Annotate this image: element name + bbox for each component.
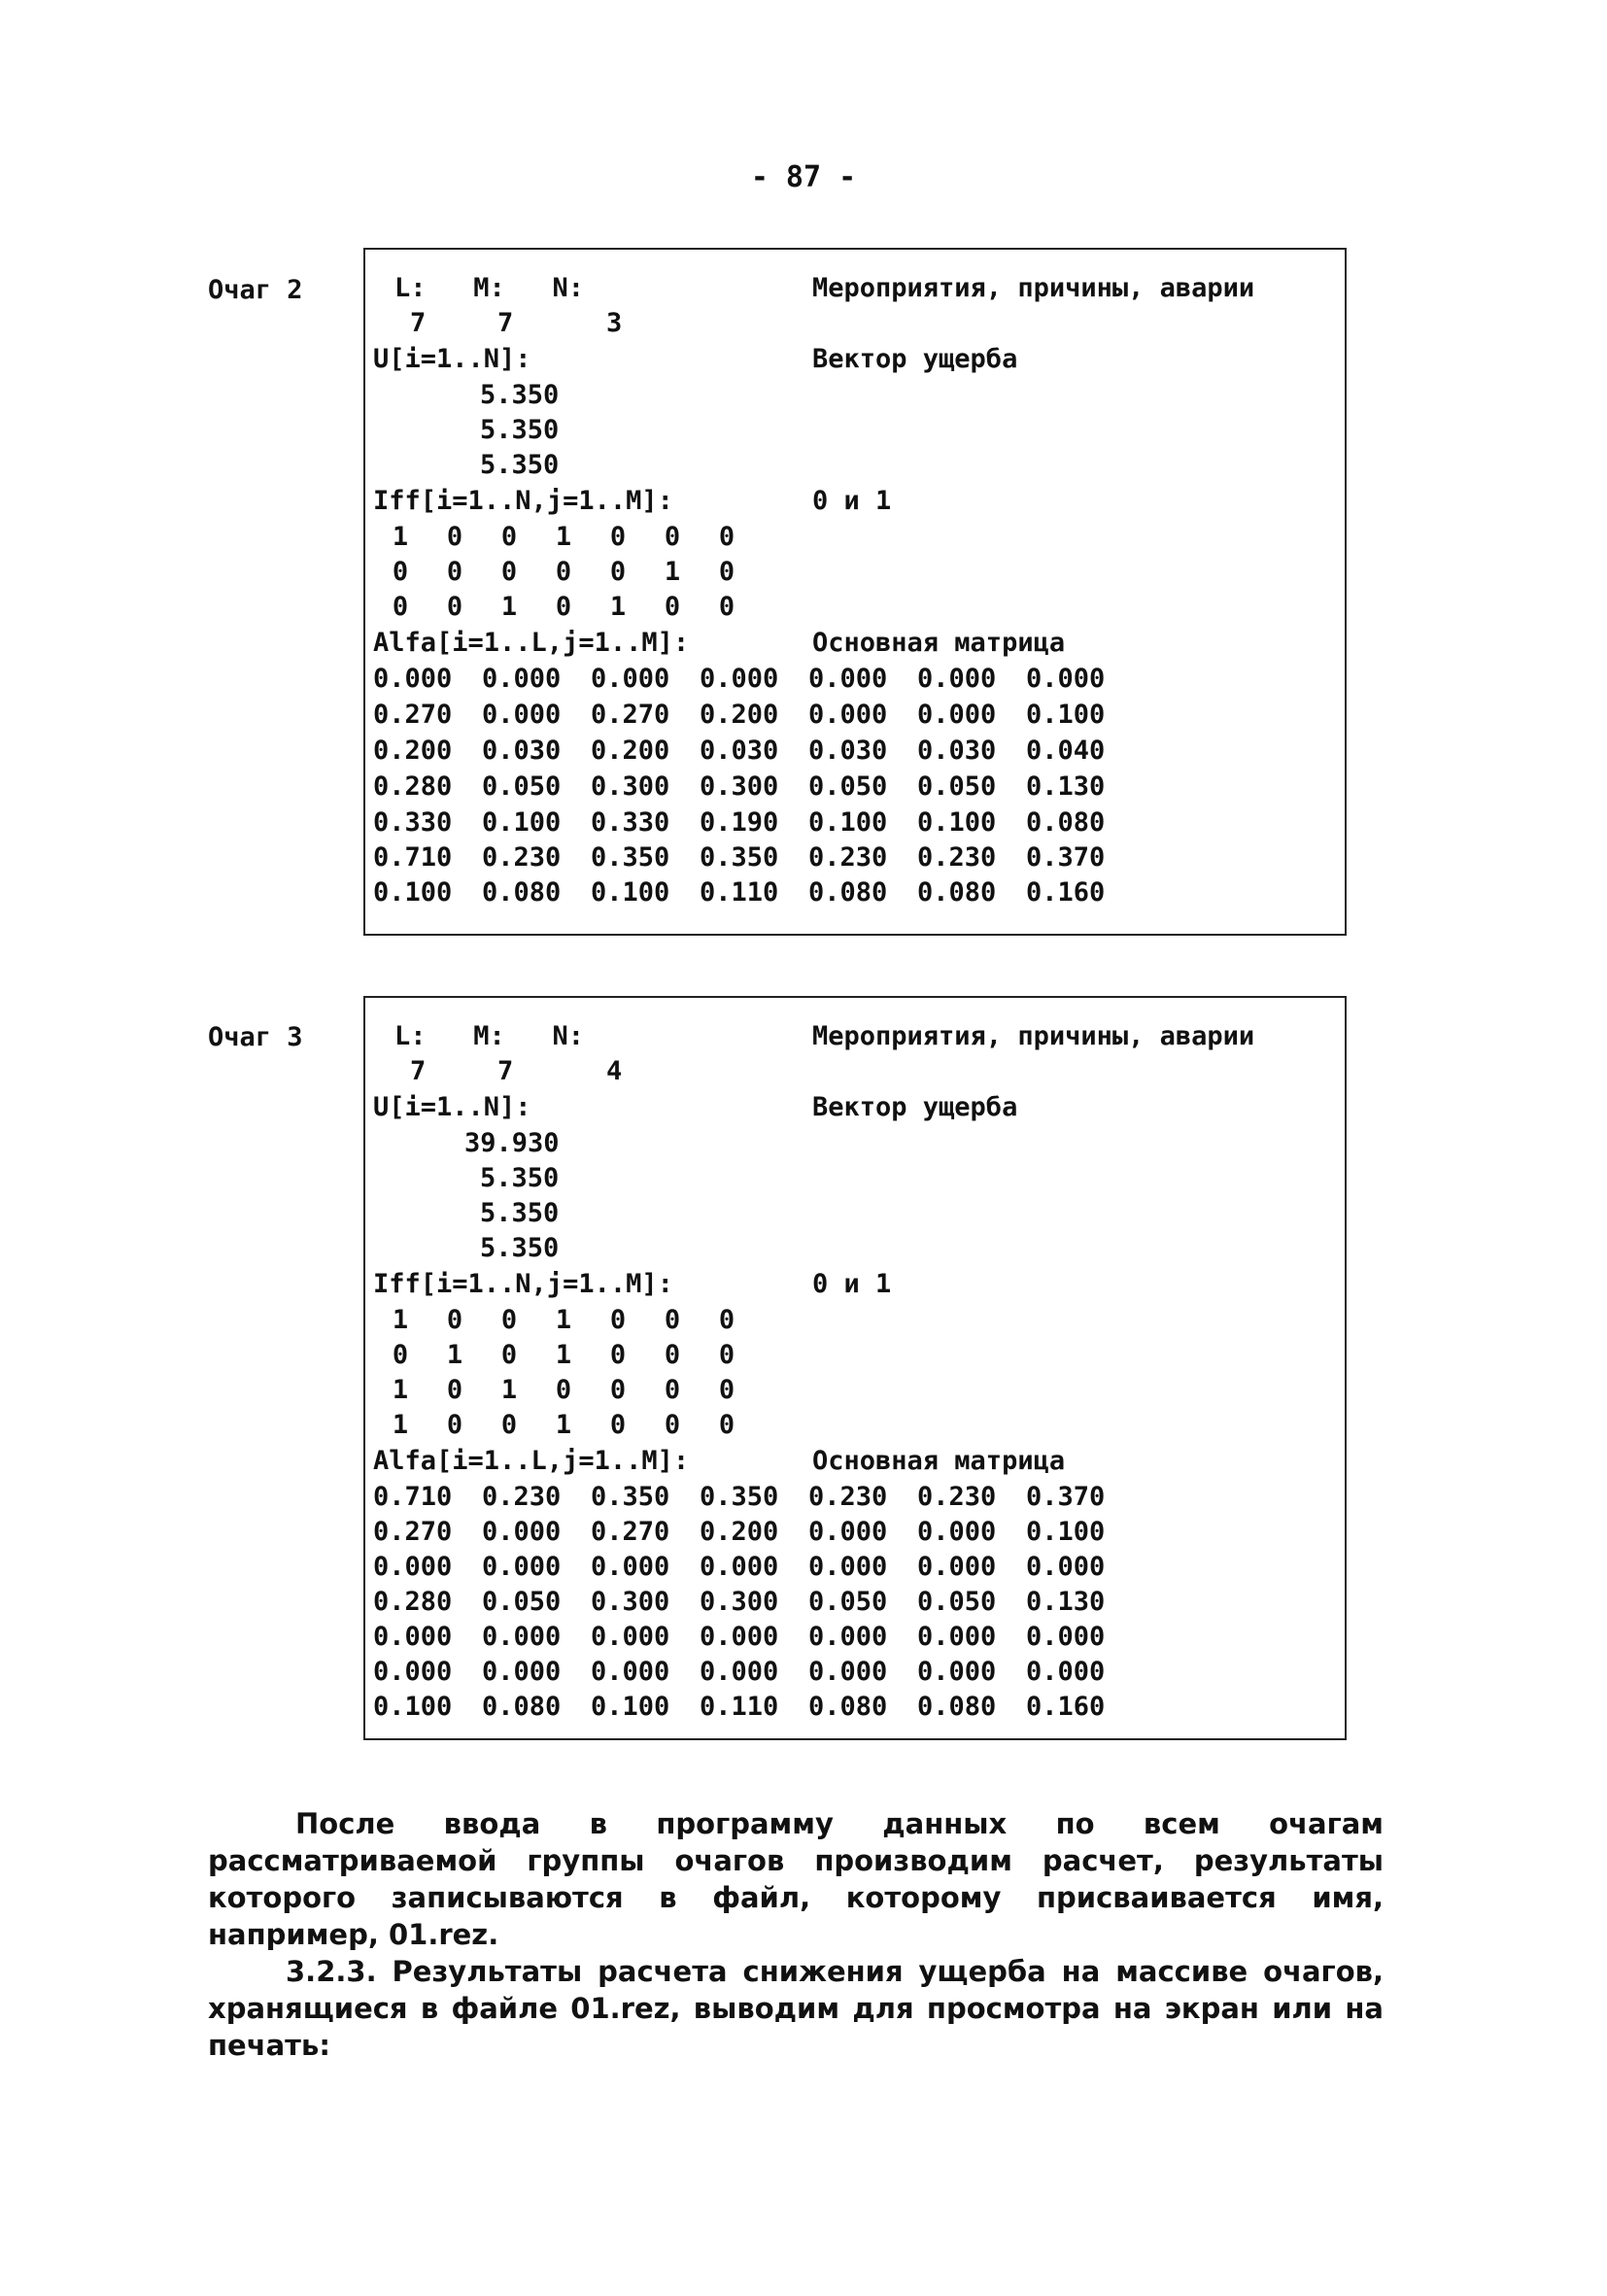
alfa-cell: 0.080	[917, 1692, 997, 1722]
alfa-cell: 0.050	[482, 1587, 562, 1617]
alfa-cell: 0.000	[482, 1622, 562, 1652]
alfa-cell: 0.100	[1026, 1517, 1106, 1547]
alfa-cell: 0.200	[700, 1517, 779, 1547]
u-value: 5.350	[480, 1163, 560, 1193]
lmn-header: L: M: N:	[394, 273, 585, 303]
alfa-row	[373, 1515, 1135, 1550]
u-value: 5.350	[480, 380, 560, 410]
alfa-row	[373, 1480, 1135, 1515]
alfa-cell: 0.200	[373, 736, 453, 766]
alfa-cell: 0.100	[373, 1692, 453, 1722]
alfa-cell: 0.030	[700, 736, 779, 766]
iff-row	[373, 1408, 754, 1443]
iff-cell: 0	[446, 1410, 463, 1440]
u-value: 39.930	[464, 1128, 560, 1158]
iff-cell: 0	[664, 522, 681, 552]
alfa-row	[373, 698, 1135, 733]
alfa-cell: 0.000	[373, 664, 453, 694]
lmn-header-comment: Мероприятия, причины, аварии	[812, 1021, 1255, 1051]
alfa-cell: 0.370	[1026, 1482, 1106, 1512]
alfa-label: Alfa[i=1..L,j=1..M]:	[373, 1446, 690, 1476]
alfa-cell: 0.100	[482, 807, 562, 838]
alfa-cell: 0.350	[700, 1482, 779, 1512]
alfa-cell: 0.000	[700, 664, 779, 694]
alfa-cell: 0.000	[591, 1657, 670, 1687]
iff-cell: 1	[555, 1410, 572, 1440]
iff-cell: 0	[718, 1375, 735, 1405]
alfa-cell: 0.350	[700, 842, 779, 873]
alfa-cell: 0.230	[808, 842, 888, 873]
alfa-cell: 0.000	[482, 1552, 562, 1582]
alfa-cell: 0.000	[917, 700, 997, 730]
lmn-header: L: M: N:	[394, 1021, 585, 1051]
iff-cell: 1	[609, 592, 627, 622]
iff-cell: 0	[500, 1305, 518, 1335]
alfa-cell: 0.710	[373, 842, 453, 873]
lmn-values	[410, 306, 665, 341]
alfa-cell: 0.080	[482, 1692, 562, 1722]
alfa-cell: 0.000	[373, 1657, 453, 1687]
alfa-cell: 0.080	[1026, 807, 1106, 838]
iff-cell: 0	[718, 557, 735, 587]
data-box-focus-2	[363, 248, 1347, 936]
alfa-cell: 0.100	[917, 807, 997, 838]
u-value: 5.350	[480, 1198, 560, 1228]
u-value: 5.350	[480, 1233, 560, 1263]
alfa-row	[373, 1655, 1135, 1690]
alfa-cell: 0.130	[1026, 1587, 1106, 1617]
alfa-cell: 0.300	[700, 771, 779, 802]
alfa-cell: 0.000	[808, 1622, 888, 1652]
alfa-cell: 0.100	[1026, 700, 1106, 730]
iff-cell: 0	[664, 1375, 681, 1405]
alfa-cell: 0.000	[482, 1517, 562, 1547]
iff-cell: 0	[446, 1305, 463, 1335]
alfa-cell: 0.050	[808, 1587, 888, 1617]
alfa-cell: 0.350	[591, 842, 670, 873]
alfa-cell: 0.160	[1026, 1692, 1106, 1722]
u-value: 5.350	[480, 450, 560, 480]
page-number: - 87 -	[750, 160, 857, 194]
iff-cell: 0	[609, 522, 627, 552]
alfa-cell: 0.330	[373, 807, 453, 838]
iff-cell: 0	[664, 1305, 681, 1335]
alfa-row	[373, 875, 1135, 910]
alfa-cell: 0.000	[808, 664, 888, 694]
alfa-cell: 0.000	[373, 1622, 453, 1652]
iff-comment: 0 и 1	[812, 486, 892, 516]
alfa-cell: 0.100	[591, 1692, 670, 1722]
alfa-cell: 0.230	[917, 842, 997, 873]
iff-cell: 0	[555, 1375, 572, 1405]
iff-label: Iff[i=1..N,j=1..M]:	[373, 1269, 673, 1299]
iff-comment: 0 и 1	[812, 1269, 892, 1299]
alfa-cell: 0.230	[917, 1482, 997, 1512]
alfa-cell: 0.000	[917, 1657, 997, 1687]
alfa-cell: 0.200	[591, 736, 670, 766]
alfa-cell: 0.000	[373, 1552, 453, 1582]
alfa-cell: 0.040	[1026, 736, 1106, 766]
alfa-cell: 0.000	[700, 1657, 779, 1687]
alfa-cell: 0.000	[808, 1517, 888, 1547]
iff-cell: 0	[664, 1410, 681, 1440]
u-vector-comment: Вектор ущерба	[812, 1092, 1018, 1122]
l-value: 7	[410, 1056, 427, 1086]
alfa-cell: 0.000	[482, 664, 562, 694]
alfa-row	[373, 805, 1135, 840]
alfa-cell: 0.050	[808, 771, 888, 802]
alfa-cell: 0.000	[482, 700, 562, 730]
alfa-cell: 0.030	[917, 736, 997, 766]
iff-cell: 1	[392, 1410, 409, 1440]
iff-cell: 0	[718, 592, 735, 622]
iff-cell: 0	[500, 1410, 518, 1440]
iff-cell: 0	[609, 1340, 627, 1370]
iff-cell: 1	[500, 592, 518, 622]
alfa-row	[373, 734, 1135, 769]
alfa-cell: 0.230	[482, 1482, 562, 1512]
iff-row	[373, 1373, 754, 1408]
iff-label: Iff[i=1..N,j=1..M]:	[373, 486, 673, 516]
u-vector-label: U[i=1..N]:	[373, 344, 531, 374]
alfa-cell: 0.100	[591, 877, 670, 908]
iff-cell: 0	[446, 522, 463, 552]
iff-cell: 0	[609, 557, 627, 587]
n-value: 3	[606, 308, 623, 338]
alfa-cell: 0.300	[591, 771, 670, 802]
alfa-cell: 0.160	[1026, 877, 1106, 908]
alfa-cell: 0.270	[591, 1517, 670, 1547]
alfa-cell: 0.000	[808, 700, 888, 730]
u-vector-comment: Вектор ущерба	[812, 344, 1018, 374]
iff-row	[373, 1303, 754, 1338]
alfa-cell: 0.000	[1026, 1552, 1106, 1582]
lmn-values	[410, 1054, 665, 1089]
iff-cell: 0	[555, 557, 572, 587]
alfa-cell: 0.000	[808, 1657, 888, 1687]
paragraph-after-input	[208, 1805, 1384, 1953]
iff-row	[373, 520, 754, 555]
alfa-cell: 0.230	[482, 842, 562, 873]
alfa-cell: 0.000	[591, 664, 670, 694]
alfa-cell: 0.080	[808, 1692, 888, 1722]
n-value: 4	[606, 1056, 623, 1086]
iff-cell: 0	[664, 1340, 681, 1370]
alfa-cell: 0.080	[482, 877, 562, 908]
alfa-cell: 0.050	[482, 771, 562, 802]
iff-row	[373, 590, 754, 625]
alfa-cell: 0.710	[373, 1482, 453, 1512]
alfa-cell: 0.280	[373, 771, 453, 802]
iff-cell: 1	[555, 522, 572, 552]
iff-cell: 0	[718, 1340, 735, 1370]
alfa-cell: 0.200	[700, 700, 779, 730]
focus-label-2: Очаг 2	[208, 275, 303, 305]
alfa-cell: 0.030	[482, 736, 562, 766]
u-value: 5.350	[480, 415, 560, 445]
iff-row	[373, 1338, 754, 1373]
alfa-cell: 0.080	[917, 877, 997, 908]
focus-label-3: Очаг 3	[208, 1022, 303, 1052]
iff-cell: 0	[446, 1375, 463, 1405]
lmn-header-comment: Мероприятия, причины, аварии	[812, 273, 1255, 303]
iff-cell: 0	[718, 522, 735, 552]
iff-cell: 0	[500, 1340, 518, 1370]
alfa-cell: 0.130	[1026, 771, 1106, 802]
alfa-cell: 0.000	[700, 1552, 779, 1582]
alfa-cell: 0.270	[373, 1517, 453, 1547]
alfa-cell: 0.110	[700, 877, 779, 908]
alfa-cell: 0.230	[808, 1482, 888, 1512]
iff-cell: 0	[609, 1375, 627, 1405]
paragraph-1-text: После ввода в программу данных по всем очагам рассматриваемой группы очагов производим расчет, результаты которого записываются в файл, которому присваивается имя, например, 01.rez.	[208, 1807, 1384, 1951]
alfa-cell: 0.100	[808, 807, 888, 838]
alfa-label: Alfa[i=1..L,j=1..M]:	[373, 628, 690, 658]
iff-cell: 1	[392, 1375, 409, 1405]
alfa-cell: 0.300	[591, 1587, 670, 1617]
iff-cell: 1	[392, 522, 409, 552]
iff-cell: 0	[392, 1340, 409, 1370]
iff-cell: 0	[664, 592, 681, 622]
alfa-cell: 0.370	[1026, 842, 1106, 873]
alfa-row	[373, 1620, 1135, 1655]
alfa-cell: 0.000	[1026, 1657, 1106, 1687]
alfa-cell: 0.350	[591, 1482, 670, 1512]
alfa-cell: 0.330	[591, 807, 670, 838]
alfa-cell: 0.050	[917, 1587, 997, 1617]
alfa-cell: 0.110	[700, 1692, 779, 1722]
alfa-cell: 0.000	[1026, 664, 1106, 694]
iff-cell: 0	[500, 557, 518, 587]
paragraph-results	[208, 1953, 1384, 2064]
data-box-focus-3	[363, 996, 1347, 1740]
m-value: 7	[497, 1056, 514, 1086]
iff-cell: 0	[392, 592, 409, 622]
iff-cell: 0	[555, 592, 572, 622]
l-value: 7	[410, 308, 427, 338]
iff-cell: 1	[555, 1305, 572, 1335]
alfa-cell: 0.000	[482, 1657, 562, 1687]
alfa-cell: 0.000	[917, 664, 997, 694]
alfa-cell: 0.030	[808, 736, 888, 766]
alfa-cell: 0.000	[1026, 1622, 1106, 1652]
iff-cell: 1	[392, 1305, 409, 1335]
alfa-cell: 0.300	[700, 1587, 779, 1617]
alfa-row	[373, 1550, 1135, 1585]
m-value: 7	[497, 308, 514, 338]
alfa-comment: Основная матрица	[812, 628, 1066, 658]
iff-row	[373, 555, 754, 590]
alfa-row	[373, 770, 1135, 805]
alfa-cell: 0.000	[591, 1622, 670, 1652]
alfa-row	[373, 662, 1135, 697]
iff-cell: 0	[392, 557, 409, 587]
alfa-cell: 0.270	[591, 700, 670, 730]
iff-cell: 0	[718, 1305, 735, 1335]
iff-cell: 0	[718, 1410, 735, 1440]
iff-cell: 1	[555, 1340, 572, 1370]
iff-cell: 0	[609, 1410, 627, 1440]
u-vector-label: U[i=1..N]:	[373, 1092, 531, 1122]
alfa-cell: 0.080	[808, 877, 888, 908]
alfa-row	[373, 1690, 1135, 1725]
alfa-cell: 0.000	[808, 1552, 888, 1582]
alfa-cell: 0.000	[917, 1517, 997, 1547]
alfa-comment: Основная матрица	[812, 1446, 1066, 1476]
iff-cell: 0	[446, 557, 463, 587]
iff-cell: 1	[446, 1340, 463, 1370]
iff-cell: 0	[500, 522, 518, 552]
alfa-cell: 0.050	[917, 771, 997, 802]
alfa-cell: 0.190	[700, 807, 779, 838]
alfa-cell: 0.000	[917, 1552, 997, 1582]
iff-cell: 1	[664, 557, 681, 587]
iff-cell: 1	[500, 1375, 518, 1405]
alfa-cell: 0.100	[373, 877, 453, 908]
alfa-row	[373, 840, 1135, 875]
alfa-cell: 0.270	[373, 700, 453, 730]
alfa-cell: 0.280	[373, 1587, 453, 1617]
iff-cell: 0	[446, 592, 463, 622]
alfa-cell: 0.000	[700, 1622, 779, 1652]
alfa-row	[373, 1585, 1135, 1620]
alfa-cell: 0.000	[591, 1552, 670, 1582]
iff-cell: 0	[609, 1305, 627, 1335]
alfa-cell: 0.000	[917, 1622, 997, 1652]
paragraph-2-text: 3.2.3. Результаты расчета снижения ущерба на массиве очагов, хранящиеся в файле 01.rez, выводим для просмотра на экран или на печать:	[208, 1955, 1384, 2062]
